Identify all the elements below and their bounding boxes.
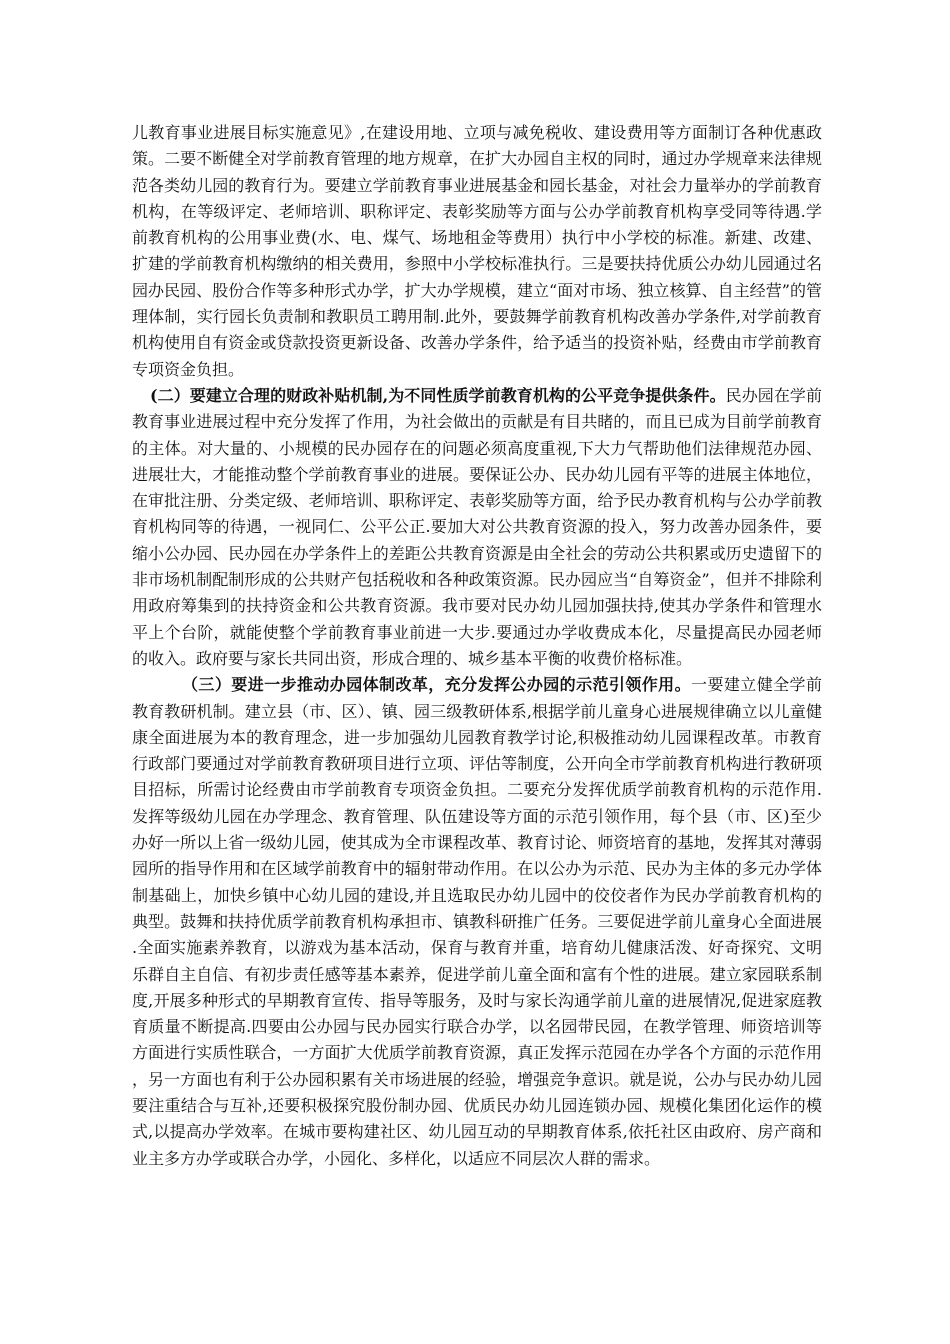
document-page — [132, 120, 822, 1172]
section-heading-3: （三）要进一步推动办园体制改革，充分发挥公办园的示范引领作用。 — [182, 675, 692, 695]
section-heading-2: (二）要建立合理的财政补贴机制,为不同性质学前教育机构的公平竞争提供条件。 — [150, 385, 726, 405]
paragraph-continued — [132, 120, 822, 383]
paragraph-body: 民办园在学前教育事业进展过程中充分发挥了作用，为社会做出的贡献是有目共睹的，而且已成为目前学前教育的主体。对大量的、小规模的民办园存在的问题必须高度重视,下大力气帮助他们法律规范办园、进展壮大，才能推动整个学前教育事业的进展。要保证公办、民办幼儿园有平等的进展主体地位，在审批注册、分类定级、老师培训、职称评定、表彰奖励等方面，给予民办教育机构与公办学前教育机构同等的待遇，一视同仁、公平公正.要加大对公共教育资源的投入，努力改善办园条件，要缩小公办园、民办园在办学条件上的差距公共教育资源是由全社会的劳动公共积累或历史遗留下的非市场机制配制形成的公共财产包括税收和各种政策资源。民办园应当“自筹资金”，但并不排除利用政府筹集到的扶持资金和公共教育资源。我市要对民办幼儿园加强扶持,使其办学条件和管理水平上个台阶，就能使整个学前教育事业前进一大步.要通过办学收费成本化，尽量提高民办园老师的收入。政府要与家长共同出资，形成合理的、城乡基本平衡的收费价格标准。 — [132, 385, 822, 668]
paragraph-section-2 — [132, 383, 822, 672]
paragraph-section-3 — [132, 672, 822, 1172]
paragraph-body: 一要建立健全学前教育教研机制。建立县（市、区）、镇、园三级教研体系,根据学前儿童身心进展规律确立以儿童健康全面进展为本的教育理念，进一步加强幼儿园教育教学讨论,积极推动幼儿园课程改革。市教育行政部门要通过对学前教育教研项目进行立项、评估等制度，公开向全市学前教育机构进行教研项目招标，所需讨论经费由市学前教育专项资金负担。二要充分发挥优质学前教育机构的示范作用.发挥等级幼儿园在办学理念、教育管理、队伍建设等方面的示范引领作用，每个县（市、区)至少办好一所以上省一级幼儿园，使其成为全市课程改革、教育讨论、师资培育的基地，发挥其对薄弱园所的指导作用和在区域学前教育中的辐射带动作用。在以公办为示范、民办为主体的多元办学体制基础上，加快乡镇中心幼儿园的建设,并且选取民办幼儿园中的佼佼者作为民办学前教育机构的典型。鼓舞和扶持优质学前教育机构承担市、镇教科研推广任务。三要促进学前儿童身心全面进展.全面实施素养教育，以游戏为基本活动，保育与教育并重，培育幼儿健康活泼、好奇探究、文明乐群自主自信、有初步责任感等基本素养，促进学前儿童全面和富有个性的进展。建立家园联系制度,开展多种形式的早期教育宣传、指导等服务，及时与家长沟通学前儿童的进展情况,促进家庭教育质量不断提高.四要由公办园与民办园实行联合办学，以名园带民园，在教学管理、师资培训等方面进行实质性联合，一方面扩大优质学前教育资源，真正发挥示范园在办学各个方面的示范作用，另一方面也有利于公办园积累有关市场进展的经验，增强竞争意识。就是说，公办与民办幼儿园要注重结合与互补,还要积极探究股份制办园、优质民办幼儿园连锁办园、规模化集团化运作的模式,以提高办学效率。在城市要构建社区、幼儿园互动的早期教育体系,依托社区由政府、房产商和业主多方办学或联合办学，小园化、多样化，以适应不同层次人群的需求。 — [132, 675, 822, 1168]
paragraph-body: 儿教育事业进展目标实施意见》,在建设用地、立项与减免税收、建设费用等方面制订各种优惠政策。二要不断健全对学前教育管理的地方规章，在扩大办园自主权的同时，通过办学规章来法律规范各类幼儿园的教育行为。要建立学前教育事业进展基金和园长基金，对社会力量举办的学前教育机构，在等级评定、老师培训、职称评定、表彰奖励等方面与公办学前教育机构享受同等待遇.学前教育机构的公用事业费(水、电、煤气、场地租金等费用）执行中小学校的标准。新建、改建、扩建的学前教育机构缴纳的相关费用，参照中小学校标准执行。三是要扶持优质公办幼儿园通过名园办民园、股份合作等多种形式办学，扩大办学规模，建立“面对市场、独立核算、自主经营”的管理体制，实行园长负责制和教职员工聘用制.此外，要鼓舞学前教育机构改善办学条件,对学前教育机构使用自有资金或贷款投资更新设备、改善办学条件，给予适当的投资补贴，经费由市学前教育专项资金负担。 — [132, 123, 822, 379]
